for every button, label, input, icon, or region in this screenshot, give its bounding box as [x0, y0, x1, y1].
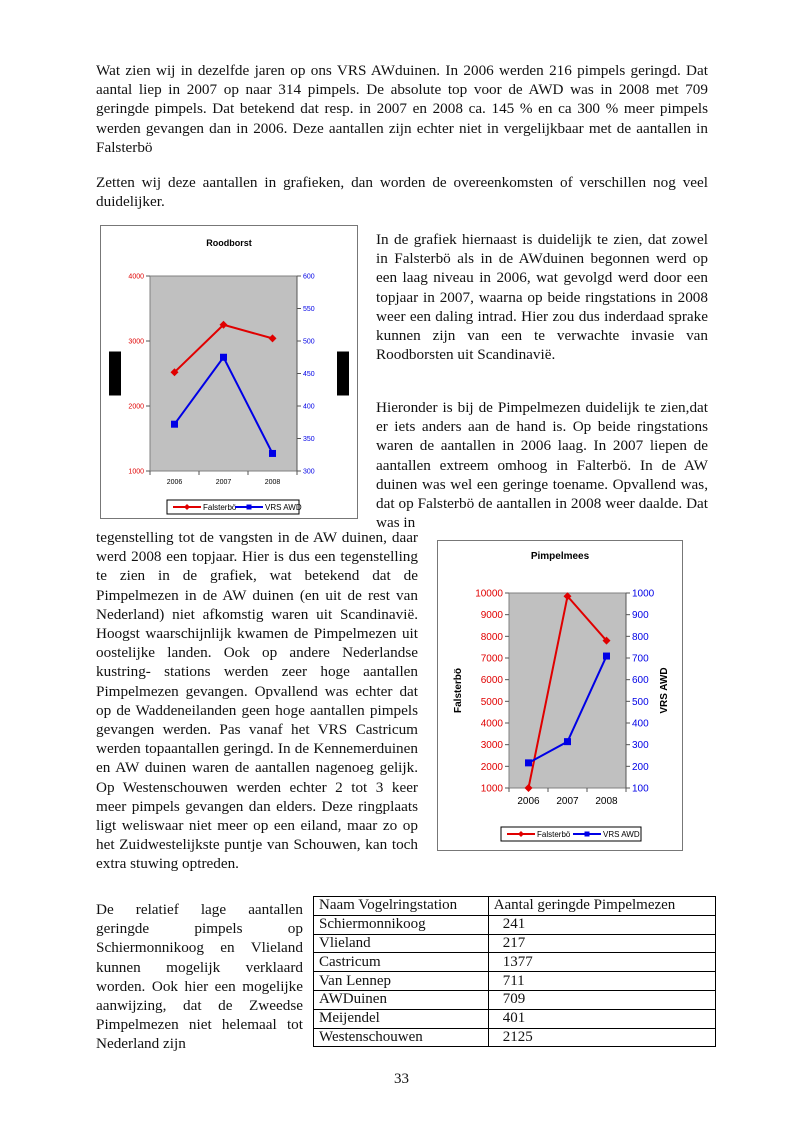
- table-row: [314, 934, 716, 953]
- table-row: [314, 1009, 716, 1028]
- station-name: Meijendel: [314, 1009, 489, 1028]
- pimpelmees-chart: [437, 540, 683, 851]
- y2-tick-label: 400: [632, 718, 649, 730]
- y-tick-label: 8000: [480, 631, 503, 643]
- roodborst-paragraph: In de grafiek hiernaast is duidelijk te zien, dat zowel in Falsterbö als in de AWduinen begonnen werd op een laag niveau in 2006, wat gevolgd werd door een topjaar in 2007, waarna op beide ringstations in 2008 weer een daling intrad. Hier zou dus inderdaad sprake kunnen zijn van een te verwachte invasie van Roodborsten uit Scandinavië.: [376, 231, 708, 364]
- x-tick-label: 2007: [556, 796, 579, 807]
- y2-tick-label: 400: [303, 403, 315, 411]
- table-row: [314, 915, 716, 934]
- y2-tick-label: 600: [303, 273, 315, 281]
- table-header-row: [314, 897, 716, 916]
- legend-label-falsterbo: Falsterbö: [537, 830, 571, 839]
- right-axis-marker: [337, 352, 349, 396]
- y2-tick-label: 300: [632, 740, 649, 752]
- x-tick-label: 2006: [166, 479, 183, 486]
- data-point: [269, 450, 276, 457]
- y2-tick-label: 1000: [632, 588, 655, 600]
- y-tick-label: 10000: [475, 588, 503, 600]
- data-point: [525, 759, 532, 766]
- legend-marker: [247, 505, 252, 510]
- x-tick-label: 2008: [264, 479, 281, 486]
- chart-title: Roodborst: [206, 238, 252, 248]
- y-tick-label: 2000: [480, 761, 503, 773]
- y2-tick-label: 800: [632, 631, 649, 643]
- y-tick-label: 4000: [480, 718, 503, 730]
- station-count: 241: [488, 915, 715, 934]
- graph-intro-paragraph: Zetten wij deze aantallen in grafieken, dan worden de overeenkomsten of verschillen nog veel duidelijker.: [96, 174, 708, 211]
- plot-area: [509, 593, 626, 788]
- station-name: Schiermonnikoog: [314, 915, 489, 934]
- station-name: Van Lennep: [314, 972, 489, 991]
- data-point: [171, 421, 178, 428]
- left-axis-marker: [109, 352, 121, 396]
- y2-tick-label: 700: [632, 653, 649, 665]
- x-tick-label: 2006: [517, 796, 540, 807]
- y2-tick-label: 300: [303, 468, 315, 476]
- y-axis-label: Falsterbö: [453, 667, 464, 714]
- table-row: [314, 1028, 716, 1047]
- chart-title: Pimpelmees: [530, 551, 590, 562]
- y-tick-label: 7000: [480, 653, 503, 665]
- y2-tick-label: 100: [632, 783, 649, 795]
- comparison-paragraph: tegenstelling tot de vangsten in de AW duinen, daar werd 2008 een topjaar. Hier is dus een tegenstelling te zien in de grafiek, wat betekend dat de Pimpelmezen in de AW duinen (en uit de rest van Nederland) niet afkomstig waren uit Scandinavië. Hoogst waarschijnlijk kwamen de Pimpelmezen uit oostelijke landen. Ook op andere Nederlandse kustring- stations werden zeer hoge aantallen Pimpelmezen gevangen. Opvallend was echter dat op de Waddeneilanden geen hoge aantallen pimpels gevangen werden. Pas vanaf het VRS Castricum werden topaantallen geringd. In de Kennemerduinen en AW duinen waren de aantallen nagenoeg gelijk. Op Westenschouwen werden echter 2 tot 3 keer meer pimpels gevangen dan elders. Deze ringplaats ligt weliswaar niet meer op een eiland, maar zo op het Zuidwestelijkste puntje van Schouwen, kan toch extra stuwing optreden.: [96, 529, 418, 873]
- data-point: [220, 354, 227, 361]
- y-tick-label: 1000: [480, 783, 503, 795]
- ringstation-table: [313, 896, 716, 1047]
- station-count: 2125: [488, 1028, 715, 1047]
- pimpelmees-chart-svg: [438, 541, 682, 850]
- station-count: 217: [488, 934, 715, 953]
- y2-axis-label: VRS AWD: [659, 667, 670, 714]
- header-station: Naam Vogelringstation: [314, 897, 489, 916]
- legend-label-vrsawd: VRS AWD: [265, 503, 302, 512]
- y-tick-label: 2000: [128, 403, 144, 411]
- x-tick-label: 2008: [595, 796, 618, 807]
- y2-tick-label: 450: [303, 370, 315, 378]
- legend-label-vrsawd: VRS AWD: [603, 830, 640, 839]
- y-tick-label: 6000: [480, 675, 503, 687]
- intro-paragraph: Wat zien wij in dezelfde jaren op ons VRS AWduinen. In 2006 werden 216 pimpels geringd. Dat aantal liep in 2007 op naar 314 pimpels. De absolute top voor de AWD was in 2008 met 709 geringde pimpels. Dat betekend dat resp. in 2007 en 2008 ca. 145 % en ca 300 % meer pimpels werden gevangen dan in 2006. Deze aantallen zijn echter niet in vergelijkbaar met de aantallen in Falsterbö: [96, 62, 708, 156]
- y-tick-label: 9000: [480, 610, 503, 622]
- y2-tick-label: 900: [632, 610, 649, 622]
- station-count: 1377: [488, 953, 715, 972]
- roodborst-chart: [100, 225, 358, 519]
- legend-marker: [585, 832, 590, 837]
- legend-label-falsterbo: Falsterbö: [203, 503, 237, 512]
- y2-tick-label: 500: [303, 338, 315, 346]
- wadden-paragraph: De relatief lage aantallen geringde pimpels op Schiermonnikoog en Vlieland kunnen mogelijk verklaard worden. Ook hier een mogelijke aanwijzing, dat de Zweedse Pimpelmezen niet helemaal tot Nederland zijn: [96, 901, 303, 1053]
- y2-tick-label: 350: [303, 435, 315, 443]
- station-count: 711: [488, 972, 715, 991]
- pimpelmees-paragraph: Hieronder is bij de Pimpelmezen duidelijk te zien,dat er iets anders aan de hand is. Op beide ringstations waren de aantallen in 2006 laag. In 2007 liepen de aantallen extreem omhoog in Falterbö. In de AW duinen was wel een geringe toename. Opvallend was, dat op Falsterbö de aantallen in 2008 weer daalde. Dat was in: [376, 399, 708, 532]
- y-tick-label: 3000: [128, 338, 144, 346]
- page-number: 33: [394, 1071, 409, 1087]
- header-count: Aantal geringde Pimpelmezen: [488, 897, 715, 916]
- station-name: Castricum: [314, 953, 489, 972]
- y2-tick-label: 550: [303, 305, 315, 313]
- y2-tick-label: 600: [632, 675, 649, 687]
- y2-tick-label: 200: [632, 761, 649, 773]
- table-row: [314, 990, 716, 1009]
- station-name: Vlieland: [314, 934, 489, 953]
- station-count: 401: [488, 1009, 715, 1028]
- y-tick-label: 4000: [128, 273, 144, 281]
- station-count: 709: [488, 990, 715, 1009]
- station-name: AWDuinen: [314, 990, 489, 1009]
- table-row: [314, 953, 716, 972]
- y-tick-label: 3000: [480, 740, 503, 752]
- y-tick-label: 1000: [128, 468, 144, 476]
- data-point: [603, 653, 610, 660]
- y2-tick-label: 500: [632, 696, 649, 708]
- roodborst-chart-svg: [101, 226, 357, 518]
- data-point: [564, 738, 571, 745]
- y-tick-label: 5000: [480, 696, 503, 708]
- x-tick-label: 2007: [215, 479, 232, 486]
- table-row: [314, 972, 716, 991]
- station-name: Westenschouwen: [314, 1028, 489, 1047]
